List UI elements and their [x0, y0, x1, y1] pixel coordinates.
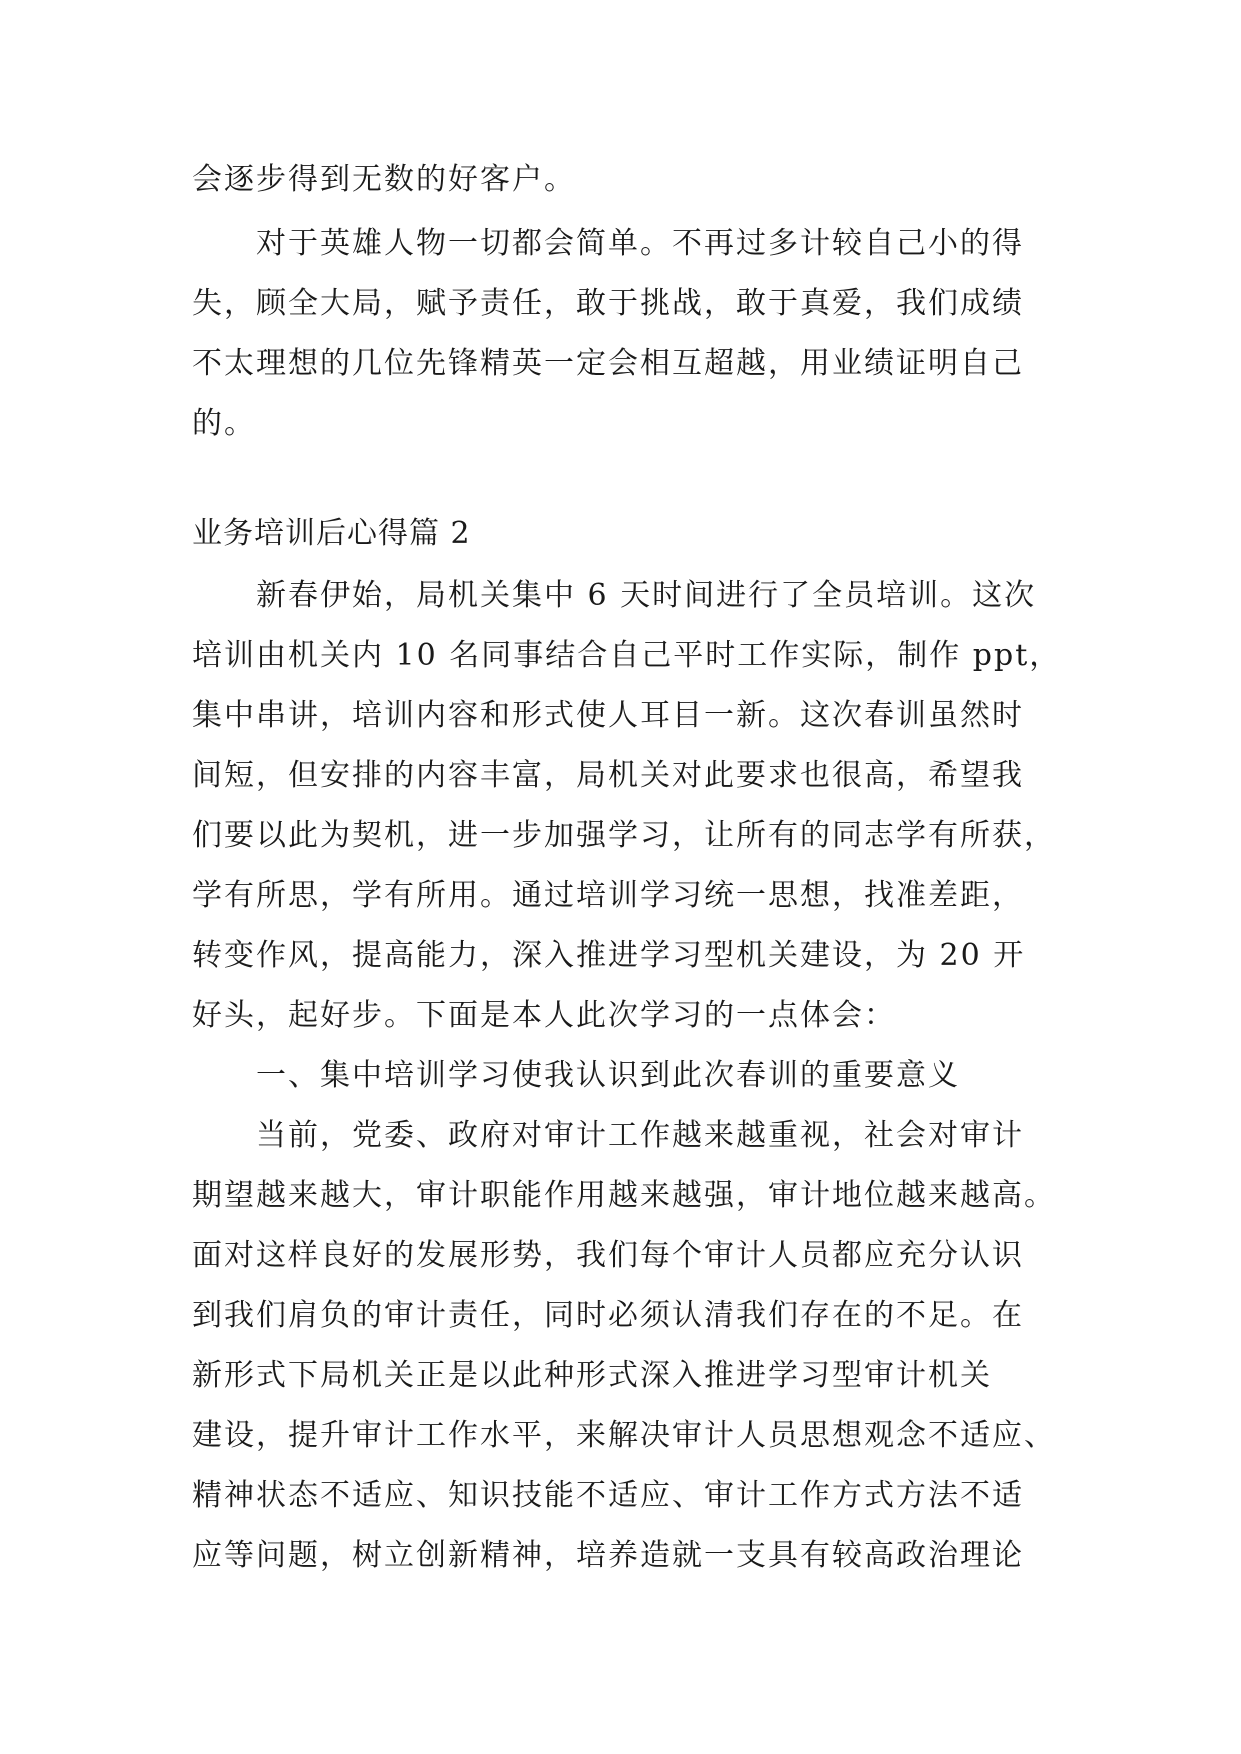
paragraph-line: 学有所思，学有所用。通过培训学习统一思想，找准差距， — [192, 878, 1024, 913]
paragraph-line: 精神状态不适应、知识技能不适应、审计工作方式方法不适 — [192, 1478, 1024, 1513]
paragraph-line: 好头，起好步。下面是本人此次学习的一点体会： — [192, 998, 896, 1033]
section-heading: 业务培训后心得篇 2 — [192, 516, 471, 551]
paragraph-line: 会逐步得到无数的好客户。 — [192, 162, 576, 197]
paragraph-line: 不太理想的几位先锋精英一定会相互超越，用业绩证明自己 — [192, 346, 1024, 381]
paragraph-line: 当前，党委、政府对审计工作越来越重视，社会对审计 — [256, 1118, 1024, 1153]
paragraph-line: 转变作风，提高能力，深入推进学习型机关建设，为 20 开 — [192, 938, 1026, 973]
paragraph-line: 失，顾全大局，赋予责任，敢于挑战，敢于真爱，我们成绩 — [192, 286, 1024, 321]
paragraph-line: 新春伊始，局机关集中 6 天时间进行了全员培训。这次 — [256, 578, 1037, 613]
paragraph-line: 集中串讲，培训内容和形式使人耳目一新。这次春训虽然时 — [192, 698, 1024, 733]
paragraph-line: 应等问题，树立创新精神，培养造就一支具有较高政治理论 — [192, 1538, 1024, 1573]
paragraph-line: 的。 — [192, 406, 256, 441]
paragraph-line: 们要以此为契机，进一步加强学习，让所有的同志学有所获， — [192, 818, 1056, 853]
paragraph-line: 到我们肩负的审计责任，同时必须认清我们存在的不足。在 — [192, 1298, 1024, 1333]
paragraph-line: 期望越来越大，审计职能作用越来越强，审计地位越来越高。 — [192, 1178, 1056, 1213]
paragraph-line: 建设，提升审计工作水平，来解决审计人员思想观念不适应、 — [192, 1418, 1056, 1453]
paragraph-line: 间短，但安排的内容丰富，局机关对此要求也很高，希望我 — [192, 758, 1024, 793]
paragraph-line: 面对这样良好的发展形势，我们每个审计人员都应充分认识 — [192, 1238, 1024, 1273]
paragraph-line: 新形式下局机关正是以此种形式深入推进学习型审计机关 — [192, 1358, 992, 1393]
paragraph-line: 对于英雄人物一切都会简单。不再过多计较自己小的得 — [256, 226, 1024, 261]
subsection-heading: 一、集中培训学习使我认识到此次春训的重要意义 — [256, 1058, 960, 1093]
paragraph-line: 培训由机关内 10 名同事结合自己平时工作实际，制作 ppt， — [192, 638, 1062, 673]
